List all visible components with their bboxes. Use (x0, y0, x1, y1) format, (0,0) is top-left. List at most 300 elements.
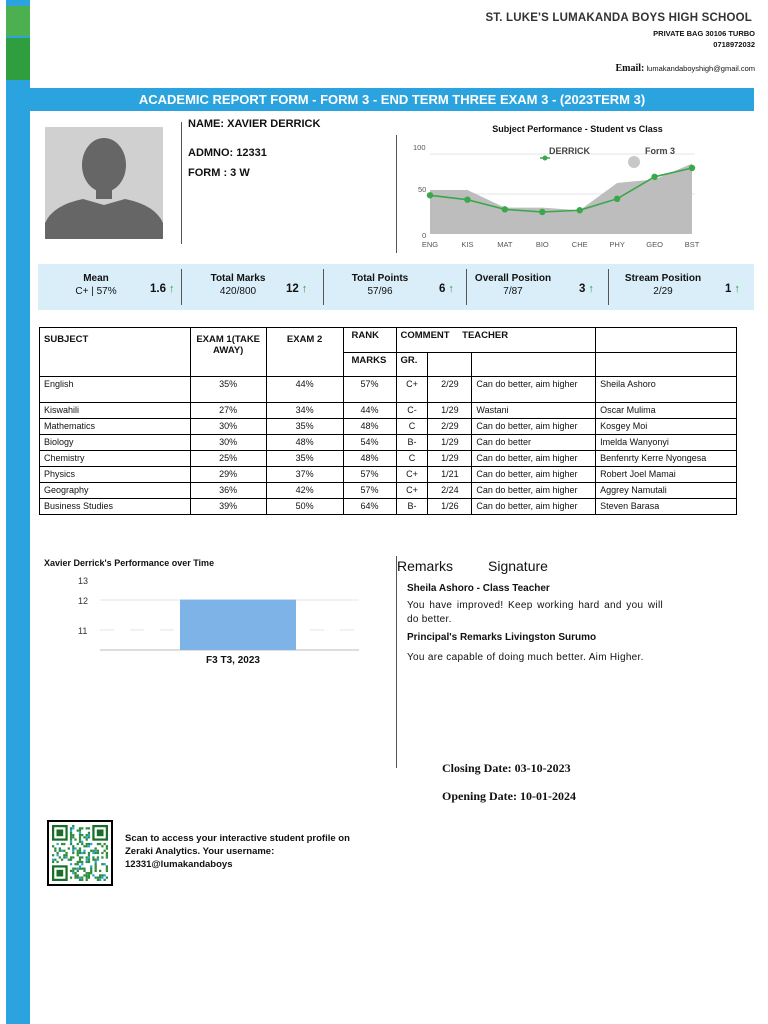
summary-strip (38, 264, 754, 310)
class-teacher-line: Sheila Ashoro - Class Teacher (407, 583, 550, 594)
qr-module (68, 859, 70, 861)
qr-module (65, 854, 67, 856)
qr-module (86, 874, 88, 876)
qr-module (61, 859, 63, 861)
qr-module (70, 841, 72, 843)
qr-module (92, 859, 94, 861)
qr-module (79, 832, 81, 834)
grade-cell: C (396, 451, 428, 467)
comment-cell: Can do better, aim higher (472, 419, 596, 435)
qr-module (77, 854, 79, 856)
divider (466, 269, 467, 305)
qr-module (88, 834, 90, 836)
up-arrow-icon: ↑ (301, 283, 308, 295)
qr-module (63, 856, 65, 858)
student-score-point (427, 192, 433, 198)
qr-module (90, 870, 92, 872)
stream-position-delta-value: 1 (725, 283, 732, 295)
header-rank: RANK (343, 328, 396, 353)
subject-cell: Chemistry (40, 451, 191, 467)
qr-module (86, 845, 88, 847)
grade-cell: C+ (396, 377, 428, 403)
school-email-row (616, 63, 756, 74)
qr-module (90, 865, 92, 867)
mean-value: C+ | 57% (75, 286, 117, 297)
qr-module (52, 845, 54, 847)
qr-module (88, 872, 90, 874)
qr-module (97, 877, 99, 879)
qr-module (101, 852, 103, 854)
exam1-cell: 35% (190, 377, 266, 403)
y-tick-label: 0 (422, 231, 427, 240)
qr-module (79, 879, 81, 881)
divider (396, 556, 397, 768)
header-comment: COMMENT (400, 330, 450, 341)
school-address: PRIVATE BAG 30106 TURBO (653, 29, 755, 38)
qr-module (72, 856, 74, 858)
qr-module (65, 856, 67, 858)
table-row (40, 403, 737, 419)
qr-module (72, 847, 74, 849)
table-header-row (40, 328, 737, 353)
qr-module (97, 859, 99, 861)
x-tick-label: CHE (571, 240, 588, 249)
subject-cell: Mathematics (40, 419, 191, 435)
qr-module (88, 845, 90, 847)
divider (323, 269, 324, 305)
qr-module (59, 850, 61, 852)
qr-module (88, 832, 90, 834)
qr-module (101, 856, 103, 858)
subject-chart-svg (400, 118, 760, 260)
opening-date: Opening Date: 10-01-2024 (442, 789, 576, 803)
qr-module (101, 845, 103, 847)
qr-module (83, 850, 85, 852)
y-tick-label: 13 (78, 576, 89, 586)
decor-green-block (6, 6, 30, 36)
student-score-point (689, 165, 695, 171)
grade-cell: C (396, 419, 428, 435)
qr-module (86, 838, 88, 840)
y-tick-label: 100 (413, 143, 426, 152)
divider (181, 122, 182, 244)
table-row (40, 435, 737, 451)
qr-module (79, 856, 81, 858)
divider (608, 269, 609, 305)
header-teacher-label: TEACHER (462, 330, 509, 341)
stream-position-summary (615, 264, 740, 310)
qr-module (81, 861, 83, 863)
rank-cell: 1/29 (428, 451, 472, 467)
qr-module (74, 868, 76, 870)
stream-position-label: Stream Position (624, 273, 702, 284)
qr-module (106, 854, 108, 856)
qr-module (72, 836, 74, 838)
exam2-cell: 48% (266, 435, 343, 451)
overall-position-value: 7/87 (503, 286, 523, 297)
teacher-cell: Benfenrty Kerre Nyongesa (596, 451, 737, 467)
perf-chart-title: Xavier Derrick's Performance over Time (44, 558, 215, 568)
qr-module (86, 861, 88, 863)
qr-module (61, 843, 63, 845)
marks-table (39, 327, 737, 515)
qr-module (56, 861, 58, 863)
table-row (40, 451, 737, 467)
legend-student-marker (543, 156, 548, 161)
x-tick-label: ENG (421, 240, 439, 249)
qr-module (88, 852, 90, 854)
qr-module (74, 874, 76, 876)
exam1-cell: 30% (190, 419, 266, 435)
rank-cell: 2/24 (428, 483, 472, 499)
marks-cell: 64% (343, 499, 396, 515)
qr-module (79, 829, 81, 831)
qr-module (72, 850, 74, 852)
qr-module (104, 843, 106, 845)
qr-module (77, 877, 79, 879)
qr-module (88, 854, 90, 856)
up-arrow-icon: ↑ (588, 283, 594, 295)
comment-cell: Can do better (472, 435, 596, 451)
exam1-cell: 39% (190, 499, 266, 515)
qr-module (90, 868, 92, 870)
total-points-delta-value: 6 (439, 283, 446, 295)
qr-module (79, 868, 81, 870)
qr-module (81, 877, 83, 879)
student-score-point (539, 209, 545, 215)
student-score-point (651, 174, 657, 180)
qr-module (54, 847, 56, 849)
qr-module (104, 863, 106, 865)
qr-module (56, 843, 58, 845)
qr-module (97, 852, 99, 854)
y-tick-label: 12 (78, 596, 89, 606)
teacher-cell: Aggrey Namutali (596, 483, 737, 499)
qr-module (54, 850, 56, 852)
qr-module (95, 847, 97, 849)
qr-module (90, 850, 92, 852)
header-exam1: EXAM 1(TAKE AWAY) (190, 328, 266, 377)
subject-cell: Physics (40, 467, 191, 483)
qr-module (83, 870, 85, 872)
header-empty (472, 352, 596, 377)
qr-module (79, 850, 81, 852)
qr-module (88, 856, 90, 858)
qr-finder (56, 870, 63, 877)
qr-module (81, 863, 83, 865)
perf-chart-svg (44, 572, 364, 672)
x-tick-label: BST (684, 240, 700, 249)
qr-module (88, 861, 90, 863)
exam2-cell: 42% (266, 483, 343, 499)
up-arrow-icon: ↑ (734, 283, 740, 295)
qr-module (79, 827, 81, 829)
qr-module (72, 834, 74, 836)
qr-module (101, 863, 103, 865)
qr-module (72, 852, 74, 854)
qr-module (97, 850, 99, 852)
student-photo (45, 127, 163, 239)
qr-module (63, 854, 65, 856)
total-marks-summary (188, 264, 308, 310)
legend-student-label: DERRICK (549, 146, 591, 156)
qr-module (79, 847, 81, 849)
qr-module (92, 856, 94, 858)
table-row (40, 483, 737, 499)
qr-module (72, 872, 74, 874)
qr-module (59, 856, 61, 858)
qr-module (86, 859, 88, 861)
overall-position-summary (473, 264, 594, 310)
qr-module (81, 856, 83, 858)
qr-module (56, 852, 58, 854)
student-score-point (577, 207, 583, 213)
report-title: ACADEMIC REPORT FORM - FORM 3 - END TERM THREE EXAM 3 - (2023TERM 3) (30, 88, 754, 111)
header-marks: MARKS (343, 352, 396, 377)
marks-cell: 57% (343, 467, 396, 483)
qr-module (106, 852, 108, 854)
qr-module (70, 827, 72, 829)
qr-module (88, 827, 90, 829)
divider (181, 269, 182, 305)
qr-module (92, 850, 94, 852)
qr-module (52, 859, 54, 861)
qr-module (95, 877, 97, 879)
qr-module (86, 843, 88, 845)
header-exam2: EXAM 2 (266, 328, 343, 377)
exam2-cell: 37% (266, 467, 343, 483)
qr-module (81, 843, 83, 845)
qr-module (83, 868, 85, 870)
qr-module (77, 850, 79, 852)
overall-position-label: Overall Position (474, 273, 552, 284)
qr-module (81, 827, 83, 829)
qr-module (72, 868, 74, 870)
qr-module (88, 859, 90, 861)
qr-module (70, 843, 72, 845)
performance-bar (180, 600, 296, 650)
qr-module (95, 863, 97, 865)
table-row (40, 377, 737, 403)
total-marks-value: 420/800 (219, 286, 257, 297)
mean-delta-value: 1.6 (150, 283, 166, 295)
total-points-value: 57/96 (367, 286, 393, 297)
qr-module (70, 834, 72, 836)
table-row (40, 467, 737, 483)
table-row (40, 419, 737, 435)
qr-module (101, 874, 103, 876)
qr-finder (97, 829, 104, 836)
total-points-label: Total Points (351, 273, 409, 284)
header-empty (596, 352, 737, 377)
total-points-delta (439, 283, 454, 295)
comment-cell: Wastani (472, 403, 596, 419)
exam1-cell: 25% (190, 451, 266, 467)
qr-module (79, 859, 81, 861)
x-tick-label: GEO (646, 240, 663, 249)
qr-module (106, 870, 108, 872)
qr-module (83, 836, 85, 838)
qr-module (86, 877, 88, 879)
overall-position-delta-value: 3 (579, 283, 586, 295)
x-tick-label: BIO (535, 240, 549, 249)
decor-green-block (6, 38, 30, 80)
qr-module (81, 834, 83, 836)
qr-module (106, 856, 108, 858)
qr-module (63, 843, 65, 845)
qr-module (88, 836, 90, 838)
marks-cell: 57% (343, 483, 396, 499)
qr-module (70, 838, 72, 840)
qr-module (97, 879, 99, 881)
qr-module (72, 825, 74, 827)
qr-module (86, 834, 88, 836)
exam2-cell: 44% (266, 377, 343, 403)
legend-class-marker (628, 156, 640, 168)
qr-module (54, 859, 56, 861)
qr-module (79, 861, 81, 863)
chart-title: Subject Performance - Student vs Class (492, 124, 663, 134)
qr-module (68, 847, 70, 849)
qr-module (86, 836, 88, 838)
qr-module (77, 863, 79, 865)
header-empty (428, 352, 472, 377)
subject-cell: Kiswahili (40, 403, 191, 419)
subject-cell: Biology (40, 435, 191, 451)
mean-summary (38, 264, 175, 310)
qr-module (61, 850, 63, 852)
qr-code-icon (49, 822, 111, 884)
subject-performance-chart (400, 118, 760, 260)
qr-code[interactable] (47, 820, 113, 886)
total-marks-delta (286, 283, 307, 295)
qr-module (79, 852, 81, 854)
exam2-cell: 50% (266, 499, 343, 515)
student-admno: ADMNO: 12331 (188, 147, 267, 159)
up-arrow-icon: ↑ (169, 283, 175, 295)
grade-cell: C- (396, 403, 428, 419)
qr-module (104, 879, 106, 881)
student-score-point (614, 196, 620, 202)
qr-module (97, 843, 99, 845)
qr-module (56, 854, 58, 856)
principal-remark: You are capable of doing much better. Aim Higher. (407, 652, 644, 663)
subject-cell: Geography (40, 483, 191, 499)
qr-module (77, 868, 79, 870)
qr-module (99, 870, 101, 872)
qr-module (97, 856, 99, 858)
email-label: Email: (615, 63, 645, 74)
qr-finder (56, 829, 63, 836)
scan-username: 12331@lumakandaboys (125, 859, 233, 870)
teacher-cell: Robert Joel Mamai (596, 467, 737, 483)
rank-cell: 1/21 (428, 467, 472, 483)
exam1-cell: 27% (190, 403, 266, 419)
rank-cell: 2/29 (428, 419, 472, 435)
teacher-cell: Kosgey Moi (596, 419, 737, 435)
qr-module (72, 870, 74, 872)
qr-module (99, 879, 101, 881)
qr-module (59, 847, 61, 849)
qr-module (104, 850, 106, 852)
qr-module (86, 856, 88, 858)
remarks-heading: Remarks (397, 558, 454, 574)
y-tick-label: 50 (418, 185, 427, 194)
header-teacher (462, 328, 737, 353)
marks-cell: 57% (343, 377, 396, 403)
qr-module (106, 845, 108, 847)
rank-cell: 1/29 (428, 403, 472, 419)
qr-module (88, 874, 90, 876)
qr-module (70, 870, 72, 872)
qr-module (95, 865, 97, 867)
up-arrow-icon: ↑ (448, 283, 454, 295)
overall-position-delta (579, 283, 594, 295)
qr-module (90, 843, 92, 845)
rank-cell: 1/26 (428, 499, 472, 515)
total-points-summary (330, 264, 454, 310)
qr-module (92, 852, 94, 854)
mean-label: Mean (83, 273, 109, 284)
qr-module (52, 861, 54, 863)
school-phone: 0718972032 (713, 40, 755, 49)
exam2-cell: 35% (266, 419, 343, 435)
qr-module (77, 874, 79, 876)
qr-module (99, 877, 101, 879)
exam1-cell: 36% (190, 483, 266, 499)
student-form: FORM : 3 W (188, 167, 250, 179)
rank-cell: 2/29 (428, 377, 472, 403)
qr-module (77, 852, 79, 854)
mean-delta (150, 283, 175, 295)
qr-module (70, 829, 72, 831)
teacher-cell: Sheila Ashoro (596, 377, 737, 403)
exam2-cell: 34% (266, 403, 343, 419)
subject-cell: English (40, 377, 191, 403)
school-email: lumakandaboyshigh@gmail.com (646, 64, 755, 73)
signature-heading: Signature (488, 558, 548, 574)
table-row (40, 499, 737, 515)
qr-module (95, 852, 97, 854)
student-score-point (464, 196, 470, 202)
qr-module (79, 877, 81, 879)
closing-date: Closing Date: 03-10-2023 (442, 761, 571, 775)
qr-module (95, 868, 97, 870)
comment-cell: Can do better, aim higher (472, 377, 596, 403)
qr-module (79, 838, 81, 840)
subject-cell: Business Studies (40, 499, 191, 515)
qr-module (81, 852, 83, 854)
qr-module (88, 877, 90, 879)
grade-cell: B- (396, 499, 428, 515)
stream-position-value: 2/29 (653, 286, 673, 297)
qr-module (92, 874, 94, 876)
x-tick-label: MAT (497, 240, 513, 249)
qr-module (106, 877, 108, 879)
qr-module (106, 868, 108, 870)
qr-module (77, 829, 79, 831)
exam1-cell: 29% (190, 467, 266, 483)
scan-line: Scan to access your interactive student profile on (125, 833, 350, 844)
x-tick-label: F3 T3, 2023 (206, 655, 260, 666)
class-teacher-remark: You have improved! Keep working hard and you will do better. (407, 600, 663, 625)
school-name: ST. LUKE'S LUMAKANDA BOYS HIGH SCHOOL (485, 12, 752, 24)
qr-module (74, 872, 76, 874)
grade-cell: C+ (396, 483, 428, 499)
qr-module (106, 847, 108, 849)
qr-module (74, 877, 76, 879)
qr-module (74, 863, 76, 865)
